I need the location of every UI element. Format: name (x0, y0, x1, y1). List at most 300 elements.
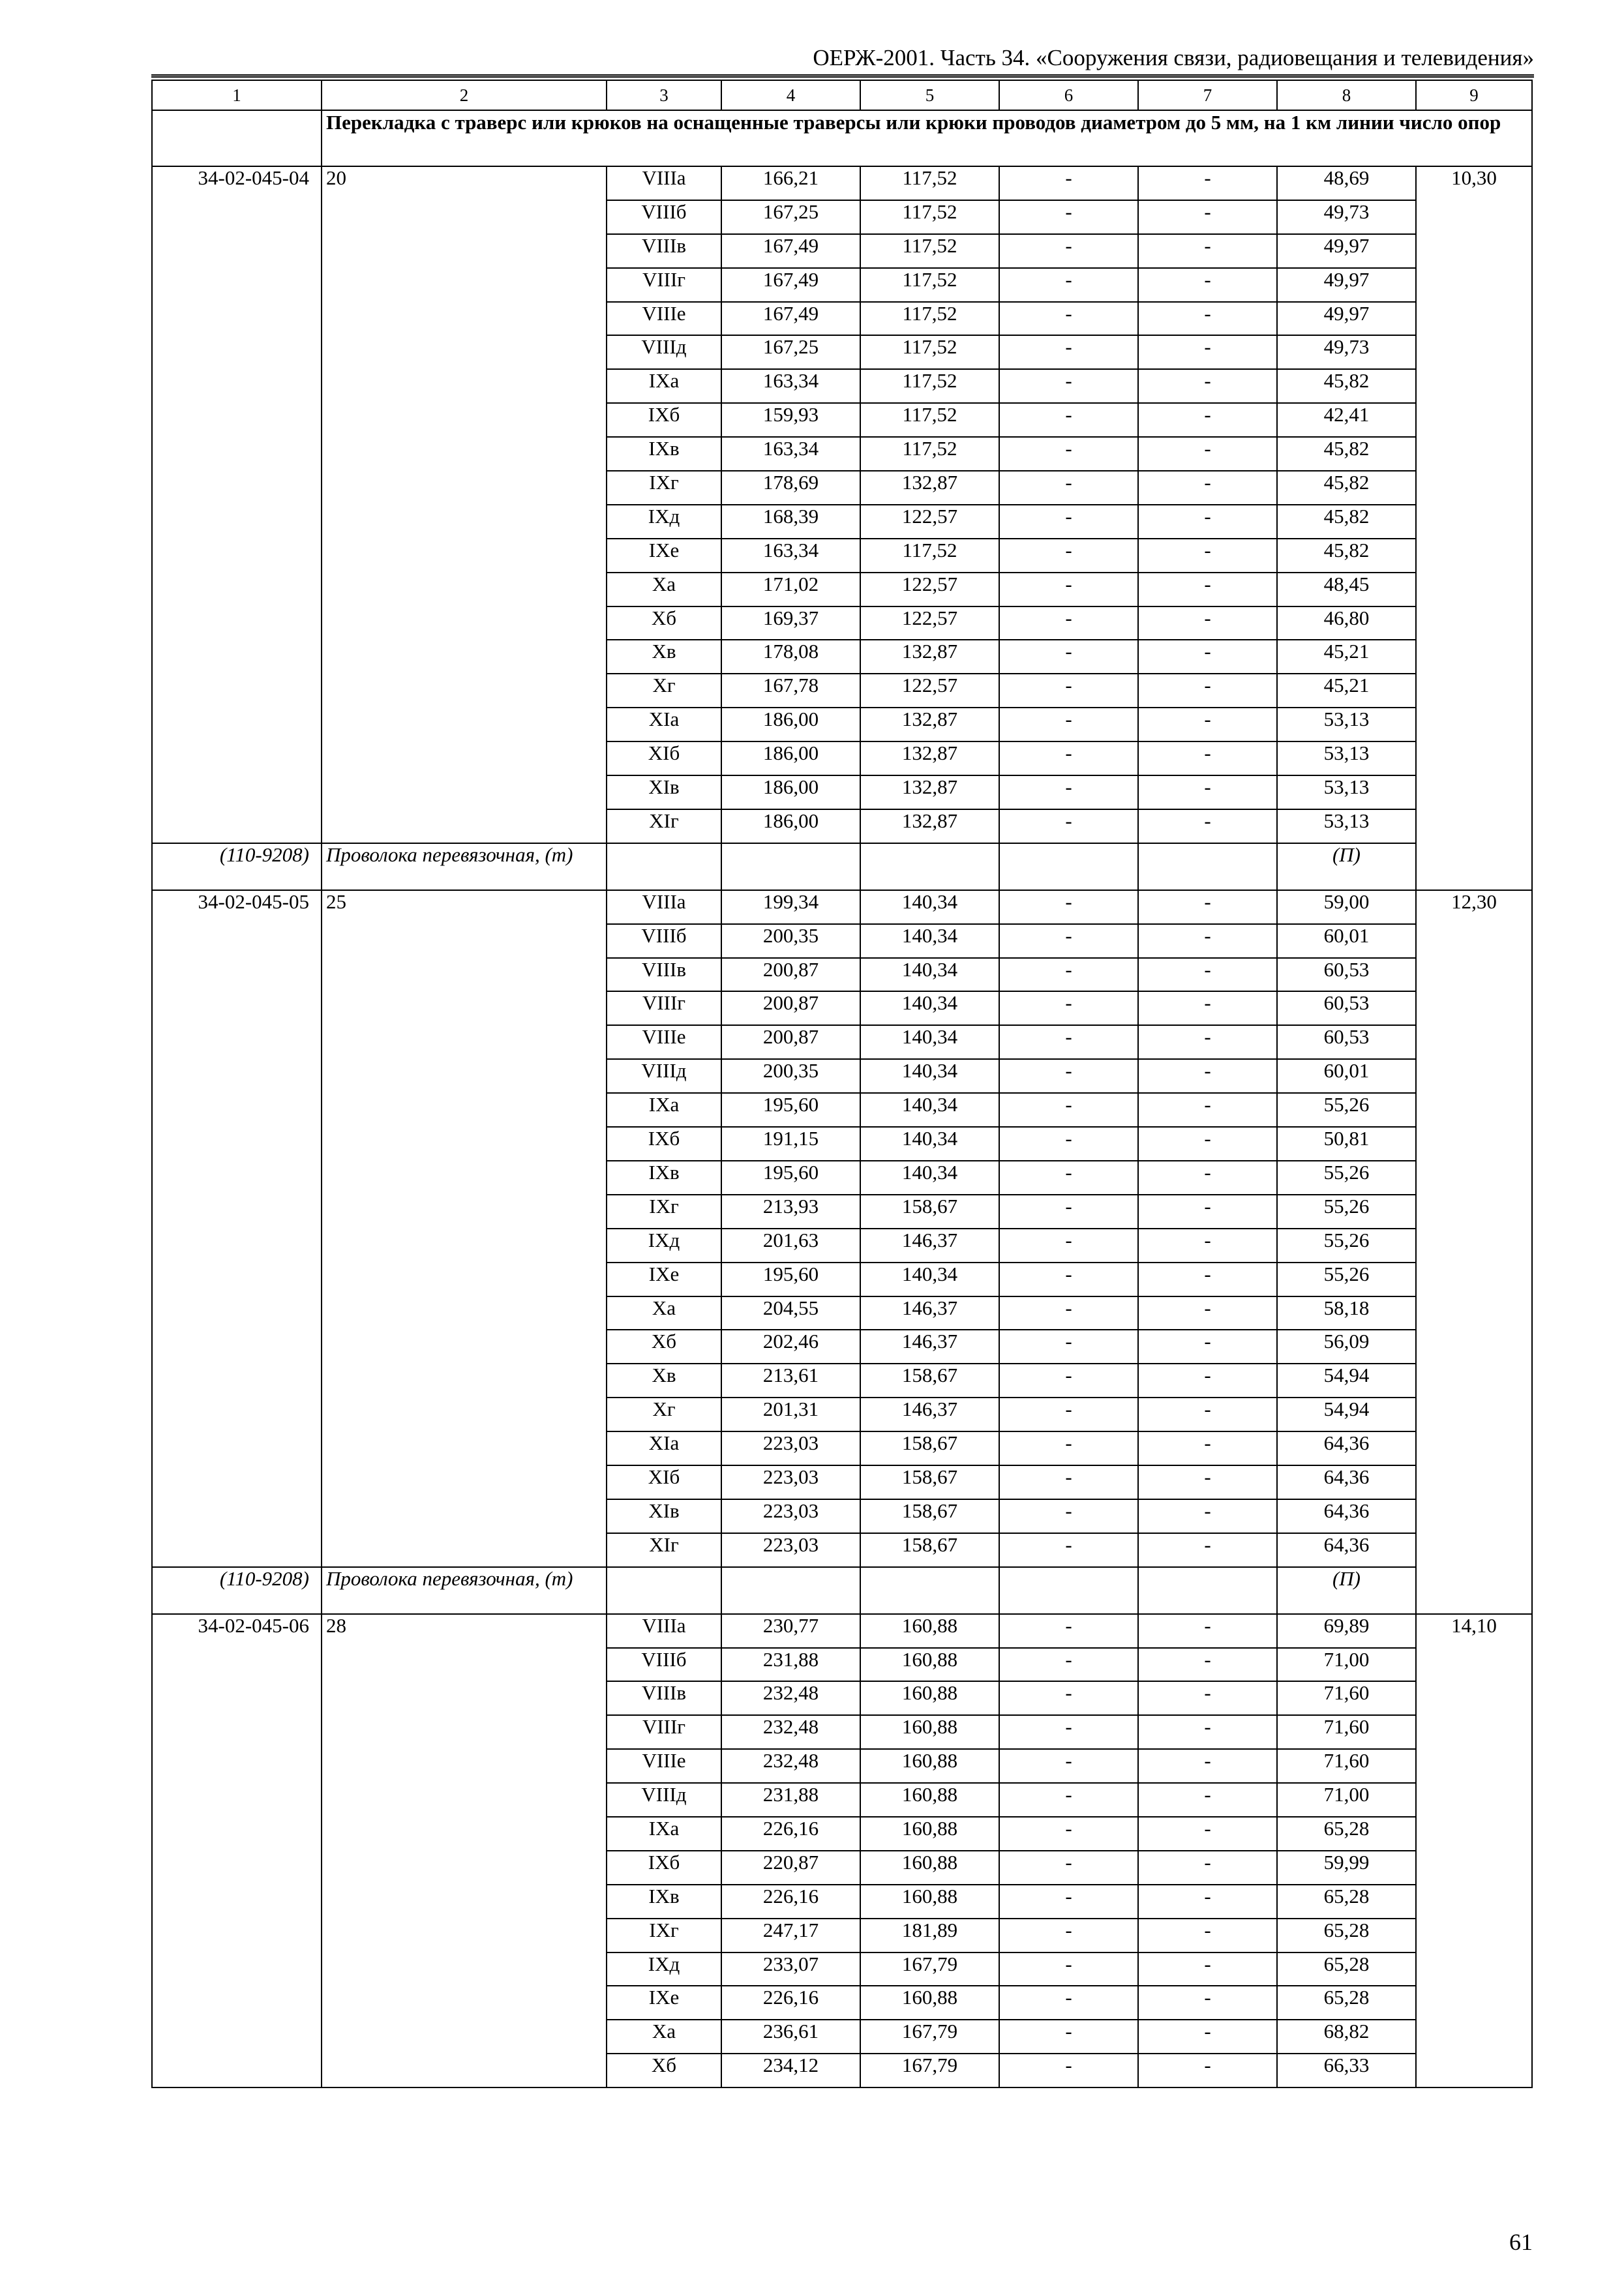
column-number: 6 (999, 80, 1138, 110)
table-cell: XIб (607, 741, 721, 775)
table-cell: 163,34 (721, 369, 860, 403)
table-cell: - (1138, 1885, 1277, 1919)
table-cell: Xа (607, 1296, 721, 1330)
table-cell: VIIIв (607, 1681, 721, 1715)
table-cell: 195,60 (721, 1161, 860, 1195)
table-cell: - (1138, 640, 1277, 674)
table-cell: 167,78 (721, 674, 860, 708)
table-cell: - (999, 1986, 1138, 2020)
table-cell: 117,52 (860, 539, 999, 573)
table-cell: - (1138, 1229, 1277, 1263)
table-cell: 167,25 (721, 200, 860, 234)
table-cell: - (1138, 1127, 1277, 1161)
table-cell: - (1138, 708, 1277, 741)
table-cell: 65,28 (1277, 1885, 1416, 1919)
table-cell: 71,60 (1277, 1681, 1416, 1715)
table-cell: - (999, 403, 1138, 437)
table-cell: 159,93 (721, 403, 860, 437)
table-cell: VIIIд (607, 1783, 721, 1817)
table-cell: - (999, 234, 1138, 268)
table-cell: 122,57 (860, 606, 999, 640)
table-cell: - (999, 890, 1138, 924)
table-cell: 46,80 (1277, 606, 1416, 640)
table-cell: 163,34 (721, 539, 860, 573)
table-cell: 53,13 (1277, 741, 1416, 775)
table-cell: VIIIг (607, 1715, 721, 1749)
table-cell: - (1138, 991, 1277, 1025)
table-cell: - (1138, 1817, 1277, 1851)
table-cell: 204,55 (721, 1296, 860, 1330)
table-cell: 167,79 (860, 2054, 999, 2087)
pole-count: 20 (322, 166, 607, 843)
table-cell: 60,01 (1277, 1059, 1416, 1093)
table-cell: 200,87 (721, 958, 860, 992)
table-cell: - (1138, 1783, 1277, 1817)
material-code: (110-9208) (152, 843, 322, 890)
table-cell: - (1138, 1465, 1277, 1499)
table-cell: 59,00 (1277, 890, 1416, 924)
table-cell: 140,34 (860, 1127, 999, 1161)
table-cell: - (999, 471, 1138, 505)
table-cell: IXг (607, 1195, 721, 1229)
table-cell: 117,52 (860, 335, 999, 369)
table-cell: 117,52 (860, 268, 999, 302)
table-cell: - (999, 1614, 1138, 1648)
table-cell: - (999, 505, 1138, 539)
table-cell: VIIIд (607, 335, 721, 369)
table-cell: 122,57 (860, 505, 999, 539)
table-cell: 234,12 (721, 2054, 860, 2087)
table-cell: 132,87 (860, 708, 999, 741)
table-cell: - (1138, 369, 1277, 403)
table-cell: 48,45 (1277, 573, 1416, 606)
page-number: 61 (1509, 2229, 1533, 2255)
table-cell: IXг (607, 1919, 721, 1952)
table-cell: 49,97 (1277, 302, 1416, 336)
table-cell: 45,82 (1277, 437, 1416, 471)
table-cell: - (1138, 1330, 1277, 1364)
table-cell: - (999, 1195, 1138, 1229)
table-cell: 201,63 (721, 1229, 860, 1263)
table-cell: 230,77 (721, 1614, 860, 1648)
table-cell: 200,87 (721, 991, 860, 1025)
table-cell: VIIIд (607, 1059, 721, 1093)
table-cell: 45,21 (1277, 674, 1416, 708)
table-cell: - (999, 1330, 1138, 1364)
table-cell: 71,00 (1277, 1648, 1416, 1682)
table-cell: 167,49 (721, 268, 860, 302)
norm-code: 34-02-045-06 (152, 1614, 322, 2087)
table-row (152, 1614, 1532, 1648)
table-cell: VIIIг (607, 991, 721, 1025)
table-cell: XIг (607, 1533, 721, 1567)
table-cell: XIг (607, 809, 721, 843)
table-cell: - (1138, 1059, 1277, 1093)
table-cell: 160,88 (860, 1885, 999, 1919)
table-cell: - (1138, 775, 1277, 809)
table-cell: VIIIв (607, 234, 721, 268)
table-cell: 64,36 (1277, 1533, 1416, 1567)
empty-cell (607, 1567, 721, 1614)
column-number: 2 (322, 80, 607, 110)
table-cell: 191,15 (721, 1127, 860, 1161)
table-cell: - (1138, 1093, 1277, 1127)
table-cell: - (1138, 606, 1277, 640)
table-cell: 140,34 (860, 1263, 999, 1296)
table-cell: 232,48 (721, 1749, 860, 1783)
table-cell: 160,88 (860, 1681, 999, 1715)
table-cell: 146,37 (860, 1398, 999, 1431)
table-cell: 195,60 (721, 1093, 860, 1127)
table-cell: 49,97 (1277, 234, 1416, 268)
table-cell: 213,61 (721, 1364, 860, 1398)
table-cell: IXа (607, 369, 721, 403)
table-cell: - (999, 1681, 1138, 1715)
table-cell: 160,88 (860, 1749, 999, 1783)
table-cell: IXд (607, 505, 721, 539)
empty-cell (860, 1567, 999, 1614)
table-cell: 195,60 (721, 1263, 860, 1296)
table-cell: IXб (607, 403, 721, 437)
table-cell: - (999, 1648, 1138, 1682)
table-cell: 117,52 (860, 437, 999, 471)
table-cell: 231,88 (721, 1783, 860, 1817)
table-cell: 64,36 (1277, 1465, 1416, 1499)
table-cell: 60,53 (1277, 1025, 1416, 1059)
table-cell: IXа (607, 1817, 721, 1851)
table-cell: 132,87 (860, 809, 999, 843)
table-cell: 132,87 (860, 640, 999, 674)
table-cell: 65,28 (1277, 1817, 1416, 1851)
table-cell: - (1138, 741, 1277, 775)
empty-cell (999, 843, 1138, 890)
table-cell: 200,35 (721, 1059, 860, 1093)
table-cell: - (1138, 268, 1277, 302)
table-cell: - (1138, 1952, 1277, 1986)
table-cell: IXе (607, 539, 721, 573)
table-cell: 167,79 (860, 1952, 999, 1986)
material-unit: (П) (1277, 843, 1416, 890)
table-cell: 186,00 (721, 809, 860, 843)
table-cell: - (999, 924, 1138, 958)
table-cell: - (999, 1885, 1138, 1919)
table-cell: 236,61 (721, 2020, 860, 2054)
table-cell: - (999, 1025, 1138, 1059)
table-cell: Xб (607, 1330, 721, 1364)
table-cell: 160,88 (860, 1648, 999, 1682)
table-cell: - (999, 1499, 1138, 1533)
table-cell: 140,34 (860, 890, 999, 924)
table-cell: - (1138, 471, 1277, 505)
table-cell: - (999, 573, 1138, 606)
table-cell: 160,88 (860, 1614, 999, 1648)
table-cell: 65,28 (1277, 1986, 1416, 2020)
table-row (152, 890, 1532, 924)
table-cell: 65,28 (1277, 1952, 1416, 1986)
table-cell: 58,18 (1277, 1296, 1416, 1330)
table-cell: 117,52 (860, 403, 999, 437)
table-cell: 226,16 (721, 1986, 860, 2020)
table-cell: 158,67 (860, 1465, 999, 1499)
table-cell: - (999, 335, 1138, 369)
table-cell: - (1138, 924, 1277, 958)
table-cell: 66,33 (1277, 2054, 1416, 2087)
empty-cell (1138, 1567, 1277, 1614)
table-cell: - (999, 1851, 1138, 1885)
table-cell: - (999, 775, 1138, 809)
table-cell: 55,26 (1277, 1093, 1416, 1127)
empty-cell (607, 843, 721, 890)
col9-value: 10,30 (1416, 166, 1532, 890)
norm-code: 34-02-045-05 (152, 890, 322, 1567)
table-cell: Xг (607, 674, 721, 708)
table-cell: - (999, 640, 1138, 674)
table-cell: 132,87 (860, 471, 999, 505)
table-cell: 117,52 (860, 200, 999, 234)
table-cell: 186,00 (721, 708, 860, 741)
table-cell: 64,36 (1277, 1431, 1416, 1465)
table-cell: 226,16 (721, 1817, 860, 1851)
table-cell: 140,34 (860, 1025, 999, 1059)
table-cell: - (1138, 674, 1277, 708)
table-cell: VIIIа (607, 890, 721, 924)
table-cell: - (999, 2054, 1138, 2087)
table-cell: - (1138, 1986, 1277, 2020)
table-cell: - (1138, 1851, 1277, 1885)
table-cell: XIа (607, 708, 721, 741)
table-cell: 117,52 (860, 302, 999, 336)
table-cell: - (1138, 1749, 1277, 1783)
table-cell: 45,82 (1277, 369, 1416, 403)
table-cell: 201,31 (721, 1398, 860, 1431)
table-cell: 56,09 (1277, 1330, 1416, 1364)
table-cell: 160,88 (860, 1817, 999, 1851)
table-cell: - (999, 708, 1138, 741)
table-cell: IXд (607, 1229, 721, 1263)
table-cell: - (1138, 1533, 1277, 1567)
table-cell: - (1138, 2054, 1277, 2087)
table-cell: 247,17 (721, 1919, 860, 1952)
document-header: ОЕРЖ-2001. Часть 34. «Сооружения связи, радиовещания и телевидения» (151, 42, 1534, 78)
table-cell: 117,52 (860, 234, 999, 268)
table-cell: - (999, 200, 1138, 234)
table-cell: 178,08 (721, 640, 860, 674)
table-cell: - (1138, 539, 1277, 573)
table-cell: 49,97 (1277, 268, 1416, 302)
table-cell: - (1138, 890, 1277, 924)
table-cell: 54,94 (1277, 1364, 1416, 1398)
table-cell: 226,16 (721, 1885, 860, 1919)
table-cell: 50,81 (1277, 1127, 1416, 1161)
material-row (152, 843, 1532, 890)
table-cell: - (999, 1263, 1138, 1296)
table-cell: 158,67 (860, 1499, 999, 1533)
table-cell: Xб (607, 2054, 721, 2087)
table-cell: VIIIб (607, 1648, 721, 1682)
table-cell: - (1138, 403, 1277, 437)
table-cell: Xв (607, 1364, 721, 1398)
table-cell: 140,34 (860, 924, 999, 958)
table-cell: - (999, 1161, 1138, 1195)
table-cell: - (1138, 234, 1277, 268)
table-cell: IXб (607, 1851, 721, 1885)
table-cell: 60,53 (1277, 991, 1416, 1025)
table-cell: - (1138, 1681, 1277, 1715)
table-cell: 223,03 (721, 1533, 860, 1567)
empty-cell (1138, 843, 1277, 890)
table-cell: 64,36 (1277, 1499, 1416, 1533)
table-cell: 232,48 (721, 1681, 860, 1715)
col9-value: 14,10 (1416, 1614, 1532, 2087)
table-cell: - (1138, 958, 1277, 992)
table-cell: 178,69 (721, 471, 860, 505)
table-cell: VIIIб (607, 200, 721, 234)
table-cell: 223,03 (721, 1431, 860, 1465)
table-cell: - (1138, 437, 1277, 471)
table-cell: 163,34 (721, 437, 860, 471)
table-cell: - (999, 1533, 1138, 1567)
table-cell: 158,67 (860, 1431, 999, 1465)
table-cell: 146,37 (860, 1296, 999, 1330)
table-cell: 122,57 (860, 674, 999, 708)
table-cell: - (999, 539, 1138, 573)
table-cell: - (1138, 2020, 1277, 2054)
table-cell: 200,87 (721, 1025, 860, 1059)
table-cell: - (1138, 1919, 1277, 1952)
table-cell: - (999, 1398, 1138, 1431)
table-cell: - (999, 1296, 1138, 1330)
table-cell: - (999, 1364, 1138, 1398)
table-cell: - (999, 302, 1138, 336)
table-cell: 160,88 (860, 1851, 999, 1885)
table-cell: - (1138, 1715, 1277, 1749)
material-row (152, 1567, 1532, 1614)
table-cell: 160,88 (860, 1783, 999, 1817)
table-cell: 146,37 (860, 1229, 999, 1263)
table-cell: - (999, 1783, 1138, 1817)
table-cell: - (999, 369, 1138, 403)
table-cell: - (1138, 302, 1277, 336)
table-cell: 181,89 (860, 1919, 999, 1952)
table-cell: 166,21 (721, 166, 860, 200)
table-cell: IXе (607, 1986, 721, 2020)
table-cell: IXв (607, 1161, 721, 1195)
table-cell: 53,13 (1277, 775, 1416, 809)
col9-value: 12,30 (1416, 890, 1532, 1614)
table-cell: 233,07 (721, 1952, 860, 1986)
table-cell: Xв (607, 640, 721, 674)
table-cell: 132,87 (860, 775, 999, 809)
table-cell: - (1138, 1195, 1277, 1229)
table-cell: - (999, 166, 1138, 200)
table-cell: 48,69 (1277, 166, 1416, 200)
material-name: Проволока перевязочная, (т) (322, 843, 607, 890)
norms-table (151, 80, 1533, 2088)
column-number: 8 (1277, 80, 1416, 110)
table-cell: - (1138, 1296, 1277, 1330)
table-cell: 199,34 (721, 890, 860, 924)
table-cell: Xа (607, 2020, 721, 2054)
table-cell: - (999, 1431, 1138, 1465)
table-cell: 167,79 (860, 2020, 999, 2054)
table-cell: VIIIе (607, 1749, 721, 1783)
table-cell: Xб (607, 606, 721, 640)
table-cell: 223,03 (721, 1499, 860, 1533)
table-cell: IXв (607, 1885, 721, 1919)
table-cell: 169,37 (721, 606, 860, 640)
table-cell: - (1138, 809, 1277, 843)
table-cell: - (999, 741, 1138, 775)
table-cell: IXа (607, 1093, 721, 1127)
table-cell: - (1138, 1263, 1277, 1296)
table-cell: 140,34 (860, 1059, 999, 1093)
table-cell: 213,93 (721, 1195, 860, 1229)
table-cell: - (999, 1127, 1138, 1161)
table-cell: 55,26 (1277, 1263, 1416, 1296)
table-cell: 53,13 (1277, 708, 1416, 741)
table-cell: IXб (607, 1127, 721, 1161)
material-name: Проволока перевязочная, (т) (322, 1567, 607, 1614)
table-cell: XIв (607, 1499, 721, 1533)
table-cell: - (999, 1817, 1138, 1851)
table-cell: XIа (607, 1431, 721, 1465)
material-code: (110-9208) (152, 1567, 322, 1614)
column-number: 3 (607, 80, 721, 110)
norm-code: 34-02-045-04 (152, 166, 322, 843)
table-cell: IXг (607, 471, 721, 505)
table-cell: VIIIе (607, 1025, 721, 1059)
table-cell: - (999, 437, 1138, 471)
table-cell: 117,52 (860, 369, 999, 403)
table-cell: 167,49 (721, 302, 860, 336)
table-cell: - (999, 268, 1138, 302)
column-number: 1 (152, 80, 322, 110)
table-cell: 55,26 (1277, 1195, 1416, 1229)
table-cell: 140,34 (860, 1093, 999, 1127)
table-cell: - (999, 1093, 1138, 1127)
column-number: 5 (860, 80, 999, 110)
table-cell: - (1138, 1431, 1277, 1465)
empty-cell (152, 110, 322, 166)
table-cell: VIIIв (607, 958, 721, 992)
empty-cell (860, 843, 999, 890)
table-cell: - (999, 1059, 1138, 1093)
table-body (152, 80, 1532, 2087)
table-cell: - (999, 674, 1138, 708)
table-cell: 223,03 (721, 1465, 860, 1499)
table-cell: - (999, 1465, 1138, 1499)
table-cell: VIIIа (607, 166, 721, 200)
empty-cell (721, 1567, 860, 1614)
table-cell: 232,48 (721, 1715, 860, 1749)
table-cell: 53,13 (1277, 809, 1416, 843)
table-cell: - (999, 606, 1138, 640)
table-cell: 122,57 (860, 573, 999, 606)
table-cell: 132,87 (860, 741, 999, 775)
table-cell: - (1138, 573, 1277, 606)
table-cell: 160,88 (860, 1986, 999, 2020)
table-cell: 45,82 (1277, 539, 1416, 573)
table-cell: 140,34 (860, 958, 999, 992)
table-cell: 158,67 (860, 1364, 999, 1398)
table-cell: 202,46 (721, 1330, 860, 1364)
table-cell: 117,52 (860, 166, 999, 200)
table-cell: 171,02 (721, 573, 860, 606)
table-cell: - (999, 809, 1138, 843)
table-cell: 65,28 (1277, 1919, 1416, 1952)
table-cell: 71,00 (1277, 1783, 1416, 1817)
table-cell: Xа (607, 573, 721, 606)
